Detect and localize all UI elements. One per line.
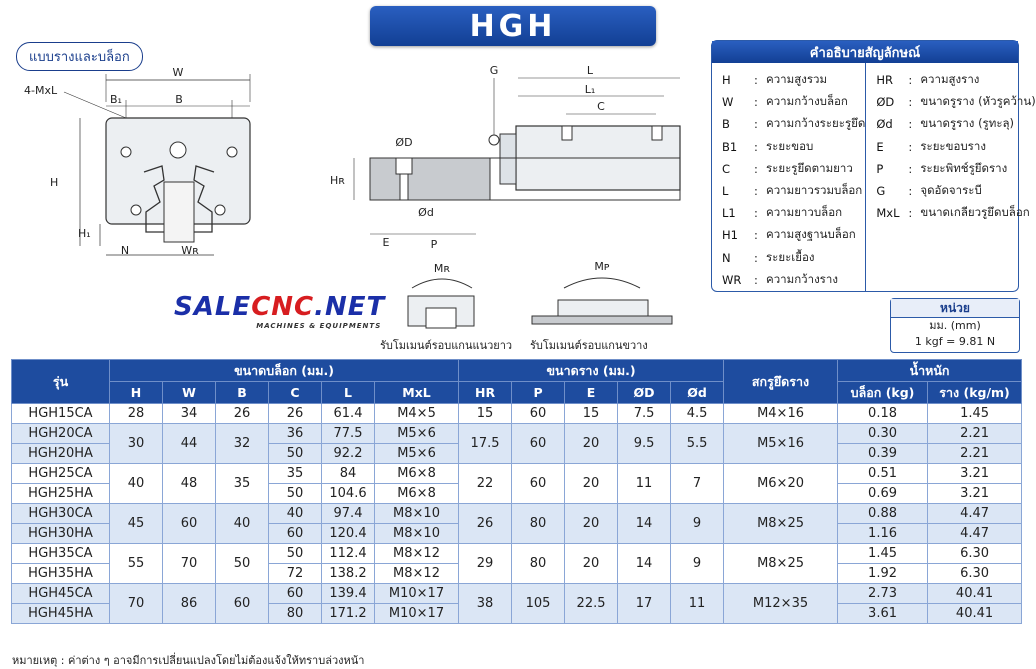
cell-mxl: M8×10 [375, 524, 459, 544]
header-rail-col: HR [459, 382, 512, 404]
cell-bolt: M6×20 [724, 464, 838, 504]
logo-text-cnc: CNC [251, 292, 315, 322]
dim-hr-label: Hʀ [330, 174, 345, 187]
legend-symbol: ØD [876, 95, 895, 110]
cell-w: 44 [163, 424, 216, 464]
header-block-col: W [163, 382, 216, 404]
dim-l-label: L [586, 64, 594, 77]
legend-row [722, 91, 865, 113]
header-rail-col: Ød [671, 382, 724, 404]
legend-row [876, 180, 1035, 202]
cell-weight-block: 0.88 [838, 504, 928, 524]
dim-g-label: G [489, 64, 499, 77]
cell-h: 40 [110, 464, 163, 504]
header-model: รุ่น [12, 360, 110, 404]
cell-l: 120.4 [322, 524, 375, 544]
header-weight-col: บล็อก (kg) [838, 382, 928, 404]
cell-weight-rail: 3.21 [928, 464, 1022, 484]
legend-symbol: H [722, 73, 731, 88]
legend-description: ความสูงราง [920, 72, 980, 87]
unit-title: หน่วย [891, 299, 1019, 318]
cell-od-small: 5.5 [671, 424, 724, 464]
cell-b: 35 [216, 464, 269, 504]
cell-weight-rail: 6.30 [928, 564, 1022, 584]
cell-c: 40 [269, 504, 322, 524]
cell-model: HGH35HA [12, 564, 110, 584]
header-block-col: B [216, 382, 269, 404]
table-header-row [12, 360, 1022, 382]
cell-weight-rail: 4.47 [928, 504, 1022, 524]
legend-description: ระยะพิทช์รูยึดราง [920, 160, 1008, 175]
legend-description: ความกว้างราง [766, 271, 838, 286]
cell-weight-block: 0.30 [838, 424, 928, 444]
legend-colon: : [754, 139, 758, 154]
legend-description: ความกว้างระยะรูยึด [766, 116, 866, 131]
dim-n-label: N [120, 244, 130, 257]
cell-h: 45 [110, 504, 163, 544]
legend-row [876, 91, 1035, 113]
cell-od-small: 9 [671, 504, 724, 544]
cell-mxl: M10×17 [375, 604, 459, 624]
cell-l: 112.4 [322, 544, 375, 564]
cell-p: 80 [512, 544, 565, 584]
cell-mxl: M4×5 [375, 404, 459, 424]
dim-c-label: C [597, 100, 605, 113]
cell-c: 50 [269, 544, 322, 564]
cell-model: HGH45HA [12, 604, 110, 624]
cell-p: 60 [512, 464, 565, 504]
cell-c: 35 [269, 464, 322, 484]
cell-b: 26 [216, 404, 269, 424]
legend-symbol: HR [876, 73, 893, 88]
legend-row [722, 202, 865, 224]
page-title: HGH [370, 6, 656, 46]
legend-symbol: H1 [722, 228, 738, 243]
header-rail-col: ØD [618, 382, 671, 404]
legend-colon: : [754, 73, 758, 88]
section-label: แบบรางและบล็อก [16, 42, 143, 71]
header-block-col: L [322, 382, 375, 404]
legend-symbol: MxL [876, 206, 900, 221]
legend-description: ระยะขอบ [766, 138, 814, 153]
legend-description: ความสูงฐานบล็อก [766, 227, 856, 242]
dim-od-label: ØD [395, 136, 413, 149]
moment-mr-caption: รับโมเมนต์รอบแกนแนวยาว [380, 339, 513, 352]
legend-symbol: C [722, 161, 731, 176]
header-weight-col: ราง (kg/m) [928, 382, 1022, 404]
cell-c: 80 [269, 604, 322, 624]
header-block-col: H [110, 382, 163, 404]
cell-b: 60 [216, 584, 269, 624]
legend-colon: : [754, 250, 758, 265]
legend-symbol: L [722, 184, 729, 199]
legend-colon: : [754, 206, 758, 221]
legend-row [722, 69, 865, 91]
legend-description: ความสูงรวม [766, 72, 828, 87]
legend-colon: : [908, 161, 913, 176]
legend-description: ระยะเยื้อง [766, 249, 815, 264]
cell-l: 171.2 [322, 604, 375, 624]
cell-p: 60 [512, 404, 565, 424]
cell-c: 36 [269, 424, 322, 444]
cell-e: 20 [565, 544, 618, 584]
cell-h: 55 [110, 544, 163, 584]
cell-model: HGH20HA [12, 444, 110, 464]
cell-od-small: 9 [671, 544, 724, 584]
cell-weight-rail: 3.21 [928, 484, 1022, 504]
cell-od-small: 4.5 [671, 404, 724, 424]
cell-model: HGH25HA [12, 484, 110, 504]
legend-row [876, 113, 1035, 135]
cell-e: 22.5 [565, 584, 618, 624]
cell-weight-rail: 40.41 [928, 584, 1022, 604]
cell-c: 50 [269, 484, 322, 504]
cell-weight-block: 3.61 [838, 604, 928, 624]
legend-colon: : [754, 184, 758, 199]
footnote: หมายเหตุ : ค่าต่าง ๆ อาจมีการเปลี่ยนแปลงโดยไม่ต้องแจ้งให้ทราบล่วงหน้า [12, 654, 365, 667]
cell-od: 11 [618, 464, 671, 504]
legend-right-column [866, 63, 1035, 291]
legend-row [722, 224, 865, 246]
legend-colon: : [754, 228, 758, 243]
cell-weight-block: 2.73 [838, 584, 928, 604]
cell-bolt: M8×25 [724, 544, 838, 584]
cell-h: 28 [110, 404, 163, 424]
cell-hr: 22 [459, 464, 512, 504]
cell-hr: 15 [459, 404, 512, 424]
cell-e: 20 [565, 424, 618, 464]
cell-weight-block: 0.39 [838, 444, 928, 464]
cell-hr: 26 [459, 504, 512, 544]
cell-od: 9.5 [618, 424, 671, 464]
cell-od: 7.5 [618, 404, 671, 424]
cell-model: HGH15CA [12, 404, 110, 424]
dim-mxl-label: 4-MxL [24, 84, 58, 97]
cell-hr: 17.5 [459, 424, 512, 464]
legend-row [722, 247, 865, 269]
legend-description: ขนาดรูราง (หัวรูคว้าน) [920, 94, 1036, 109]
cell-weight-block: 0.69 [838, 484, 928, 504]
cell-mxl: M5×6 [375, 424, 459, 444]
header-rail-dims: ขนาดราง (มม.) [459, 360, 724, 382]
cell-model: HGH30HA [12, 524, 110, 544]
legend-description: ความกว้างบล็อก [766, 94, 848, 109]
moment-mr-diagram [398, 262, 488, 334]
cell-b: 50 [216, 544, 269, 584]
cell-c: 50 [269, 444, 322, 464]
cell-bolt: M8×25 [724, 504, 838, 544]
legend-description: ระยะรูยึดตามยาว [766, 160, 853, 175]
table-row [12, 544, 1022, 564]
legend-row [876, 69, 1035, 91]
front-view-diagram [14, 62, 264, 262]
legend-description: จุดอัดจาระบี [920, 183, 982, 198]
dim-e-label: E [382, 236, 390, 249]
cell-model: HGH35CA [12, 544, 110, 564]
dim-p-label: P [430, 238, 438, 251]
cell-p: 60 [512, 424, 565, 464]
cell-l: 84 [322, 464, 375, 484]
cell-od: 17 [618, 584, 671, 624]
cell-weight-block: 0.18 [838, 404, 928, 424]
logo-text-sale: SALE [174, 292, 252, 322]
dim-od-small-label: Ød [418, 206, 434, 219]
legend-left-column [712, 63, 866, 291]
legend-colon: : [908, 73, 913, 88]
unit-line-2: 1 kgf = 9.81 N [914, 335, 996, 348]
legend-symbol: WR [722, 272, 742, 287]
cell-mxl: M8×10 [375, 504, 459, 524]
legend-symbol: P [876, 161, 884, 176]
cell-bolt: M4×16 [724, 404, 838, 424]
cell-bolt: M12×35 [724, 584, 838, 624]
symbol-legend [711, 40, 1036, 292]
cell-e: 20 [565, 464, 618, 504]
cell-l: 139.4 [322, 584, 375, 604]
moment-mr-label: Mʀ [433, 262, 451, 275]
legend-symbol: E [876, 139, 884, 154]
cell-h: 30 [110, 424, 163, 464]
dim-w-label: W [172, 66, 184, 79]
legend-symbol: N [722, 250, 731, 265]
cell-b: 32 [216, 424, 269, 464]
cell-l: 97.4 [322, 504, 375, 524]
cell-l: 138.2 [322, 564, 375, 584]
dim-h1-label: H₁ [78, 227, 91, 240]
legend-description: ขนาดรูราง (รูทะลุ) [920, 116, 1015, 131]
cell-bolt: M5×16 [724, 424, 838, 464]
legend-symbol: W [722, 95, 734, 110]
cell-c: 26 [269, 404, 322, 424]
legend-row [722, 180, 865, 202]
cell-weight-rail: 2.21 [928, 444, 1022, 464]
legend-row [722, 136, 865, 158]
cell-w: 48 [163, 464, 216, 504]
unit-line-1: มม. (mm) [929, 319, 981, 332]
legend-colon: : [908, 206, 913, 221]
dim-h-label: H [50, 176, 59, 189]
legend-colon: : [908, 95, 913, 110]
legend-row [876, 136, 1035, 158]
cell-mxl: M8×12 [375, 544, 459, 564]
header-rail-bolt: สกรูยึดราง [724, 360, 838, 404]
cell-model: HGH20CA [12, 424, 110, 444]
legend-colon: : [754, 117, 758, 132]
moment-mp-diagram [528, 260, 678, 332]
cell-c: 60 [269, 524, 322, 544]
dim-b1-label: B₁ [110, 93, 122, 106]
cell-hr: 38 [459, 584, 512, 624]
cell-od-small: 11 [671, 584, 724, 624]
cell-p: 105 [512, 584, 565, 624]
cell-c: 72 [269, 564, 322, 584]
cell-weight-block: 1.92 [838, 564, 928, 584]
cell-l: 61.4 [322, 404, 375, 424]
cell-l: 104.6 [322, 484, 375, 504]
side-view-diagram [318, 62, 700, 262]
legend-symbol: Ød [876, 117, 893, 132]
legend-symbol: B1 [722, 139, 738, 154]
cell-e: 15 [565, 404, 618, 424]
cell-e: 20 [565, 504, 618, 544]
legend-colon: : [754, 95, 758, 110]
cell-weight-rail: 2.21 [928, 424, 1022, 444]
cell-od: 14 [618, 544, 671, 584]
cell-model: HGH30CA [12, 504, 110, 524]
dim-b-label: B [175, 93, 183, 106]
cell-weight-block: 1.45 [838, 544, 928, 564]
cell-mxl: M6×8 [375, 464, 459, 484]
cell-mxl: M8×12 [375, 564, 459, 584]
table-subheader-row [12, 382, 1022, 404]
cell-weight-rail: 4.47 [928, 524, 1022, 544]
cell-l: 92.2 [322, 444, 375, 464]
table-row [12, 424, 1022, 444]
moment-mp-caption: รับโมเมนต์รอบแกนขวาง [530, 339, 648, 352]
cell-od: 14 [618, 504, 671, 544]
cell-weight-block: 0.51 [838, 464, 928, 484]
cell-l: 77.5 [322, 424, 375, 444]
legend-colon: : [908, 117, 913, 132]
legend-colon: : [754, 272, 758, 287]
header-rail-col: E [565, 382, 618, 404]
legend-colon: : [754, 161, 758, 176]
cell-w: 70 [163, 544, 216, 584]
cell-od-small: 7 [671, 464, 724, 504]
cell-b: 40 [216, 504, 269, 544]
cell-w: 60 [163, 504, 216, 544]
cell-h: 70 [110, 584, 163, 624]
legend-row [876, 158, 1035, 180]
legend-row [722, 113, 865, 135]
salecnc-logo [174, 292, 386, 330]
legend-title: คำอธิบายสัญลักษณ์ [712, 41, 1018, 63]
header-block-col: C [269, 382, 322, 404]
legend-symbol: G [876, 184, 886, 199]
legend-symbol: L1 [722, 206, 736, 221]
cell-w: 34 [163, 404, 216, 424]
cell-model: HGH45CA [12, 584, 110, 604]
logo-tagline: MACHINES & EQUIPMENTS [256, 322, 382, 330]
legend-row [876, 202, 1035, 224]
legend-description: ขนาดเกลียวรูยึดบล็อก [920, 205, 1030, 220]
cell-weight-block: 1.16 [838, 524, 928, 544]
header-rail-col: P [512, 382, 565, 404]
legend-description: ความยาวรวมบล็อก [766, 183, 863, 198]
cell-weight-rail: 6.30 [928, 544, 1022, 564]
header-block-col: MxL [375, 382, 459, 404]
legend-symbol: B [722, 117, 730, 132]
table-row [12, 404, 1022, 424]
cell-hr: 29 [459, 544, 512, 584]
spec-table [11, 359, 1022, 624]
legend-description: ระยะขอบราง [920, 138, 986, 153]
table-row [12, 504, 1022, 524]
dim-wr-label: Wʀ [181, 244, 199, 257]
header-block-dims: ขนาดบล็อก (มม.) [110, 360, 459, 382]
legend-colon: : [908, 184, 913, 199]
cell-model: HGH25CA [12, 464, 110, 484]
logo-text-net: .NET [314, 292, 386, 322]
legend-row [722, 158, 865, 180]
legend-description: ความยาวบล็อก [766, 205, 843, 220]
cell-weight-rail: 1.45 [928, 404, 1022, 424]
cell-mxl: M10×17 [375, 584, 459, 604]
cell-mxl: M5×6 [375, 444, 459, 464]
table-row [12, 584, 1022, 604]
unit-box [890, 298, 1020, 353]
legend-row [722, 269, 865, 291]
cell-w: 86 [163, 584, 216, 624]
moment-mp-label: Mᴘ [594, 260, 610, 273]
cell-c: 60 [269, 584, 322, 604]
header-weight: น้ำหนัก [838, 360, 1022, 382]
cell-mxl: M6×8 [375, 484, 459, 504]
cell-weight-rail: 40.41 [928, 604, 1022, 624]
cell-p: 80 [512, 504, 565, 544]
legend-colon: : [908, 139, 913, 154]
dim-l1-label: L₁ [584, 83, 596, 96]
table-row [12, 464, 1022, 484]
